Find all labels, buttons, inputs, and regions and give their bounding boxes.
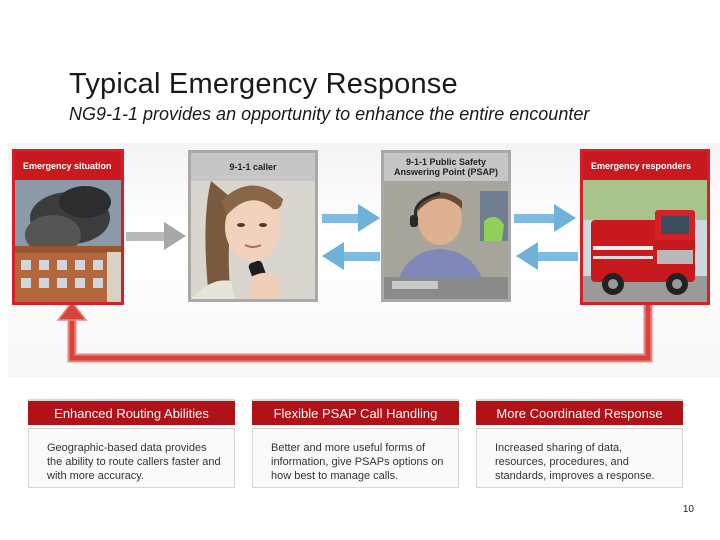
- panel-label: 9-1-1 Public Safety Answering Point (PSAP): [384, 153, 508, 181]
- card-title-coordinated-response: More Coordinated Response: [476, 399, 683, 425]
- arrow-psap-to-responders: [514, 204, 576, 232]
- arrow-responders-to-psap: [516, 242, 578, 270]
- page-number: 10: [682, 504, 694, 515]
- card-body-coordinated-response: Increased sharing of data, resources, procedures, and standards, improves a response.: [476, 428, 683, 488]
- panel-label: Emergency situation: [15, 152, 121, 180]
- arrow-caller-to-psap: [322, 204, 380, 232]
- slide-subtitle: NG9-1-1 provides an opportunity to enhance the entire encounter: [69, 104, 590, 124]
- panel-label: 9-1-1 caller: [191, 153, 315, 181]
- slide-title: Typical Emergency Response: [69, 68, 458, 100]
- card-title-routing: Enhanced Routing Abilities: [28, 399, 235, 425]
- arrow-psap-to-caller: [322, 242, 380, 270]
- panel-label: Emergency responders: [583, 152, 707, 180]
- card-title-call-handling: Flexible PSAP Call Handling: [252, 399, 459, 425]
- card-body-call-handling: Better and more useful forms of information, give PSAPs options on how best to manage calls.: [252, 428, 459, 488]
- arrow-emergency-to-caller: [126, 222, 186, 250]
- card-body-routing: Geographic-based data provides the ability to route callers faster and with more accuracy.: [28, 428, 235, 488]
